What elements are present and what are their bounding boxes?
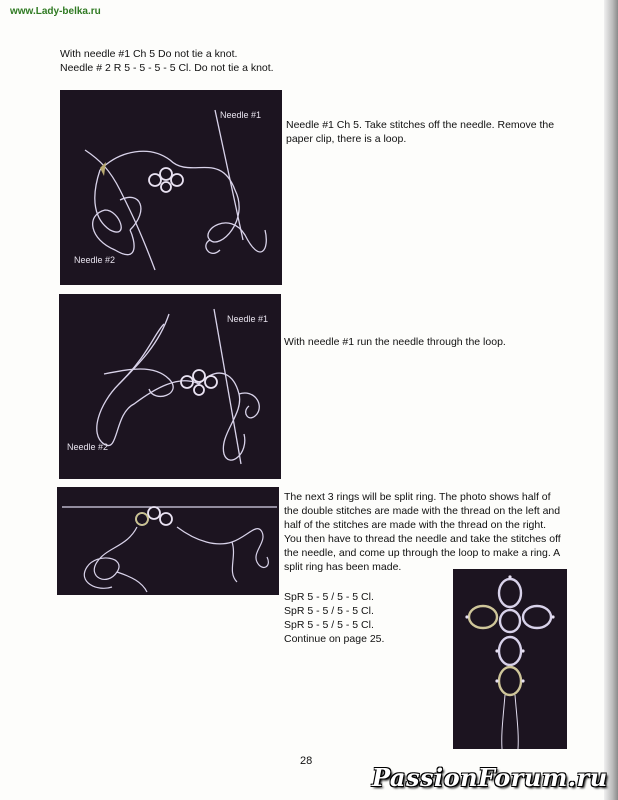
step1-text-line-1: Needle #1 Ch 5. Take stitches off the needle. Remove the — [286, 119, 555, 131]
intro-line-2: Needle # 2 R 5 - 5 - 5 - 5 Cl. Do not tie a knot. — [60, 62, 274, 74]
instruction-line-1: SpR 5 - 5 / 5 - 5 Cl. — [284, 591, 374, 603]
step3-text-line-6: split ring has been made. — [284, 561, 402, 573]
step3-thread-drawing — [57, 487, 279, 595]
cross-photo — [453, 569, 567, 749]
step3-photo — [57, 487, 279, 595]
step3-text-line-4: You then have to thread the needle and take the stitches off — [284, 533, 561, 545]
instruction-line-3: SpR 5 - 5 / 5 - 5 Cl. — [284, 619, 374, 631]
page-number: 28 — [300, 755, 313, 767]
step1-text-line-2: paper clip, there is a loop. — [286, 133, 407, 145]
watermark: PassionForum.ru — [372, 763, 608, 792]
step3-text-line-3: half of the stitches are made with the thread on the right. — [284, 519, 547, 531]
site-url[interactable]: www.Lady-belka.ru — [10, 6, 101, 17]
step1-text — [286, 118, 576, 146]
step3-text-line-1: The next 3 rings will be split ring. The photo shows half of — [284, 491, 551, 503]
step2-photo — [59, 294, 281, 479]
instruction-line-2: SpR 5 - 5 / 5 - 5 Cl. — [284, 605, 374, 617]
step3-text-line-5: the needle, and come up through the loop to make a ring. A — [284, 547, 561, 559]
step1-photo — [60, 90, 282, 285]
scan-edge — [604, 0, 618, 800]
intro-text — [60, 47, 274, 75]
step1-needle2-label: Needle #2 — [74, 255, 116, 265]
step3-instructions — [284, 590, 454, 646]
step1-needle1-label: Needle #1 — [220, 110, 262, 120]
step3-text — [284, 490, 582, 574]
instruction-line-4: Continue on page 25. — [284, 633, 385, 645]
intro-line-1: With needle #1 Ch 5 Do not tie a knot. — [60, 48, 238, 60]
cross-drawing — [453, 569, 567, 749]
step2-needle2-label: Needle #2 — [67, 442, 109, 452]
step2-text: With needle #1 run the needle through the loop. — [284, 336, 506, 348]
step2-needle1-label: Needle #1 — [227, 314, 269, 324]
step3-text-line-2: the double stitches are made with the thread on the left and — [284, 505, 561, 517]
